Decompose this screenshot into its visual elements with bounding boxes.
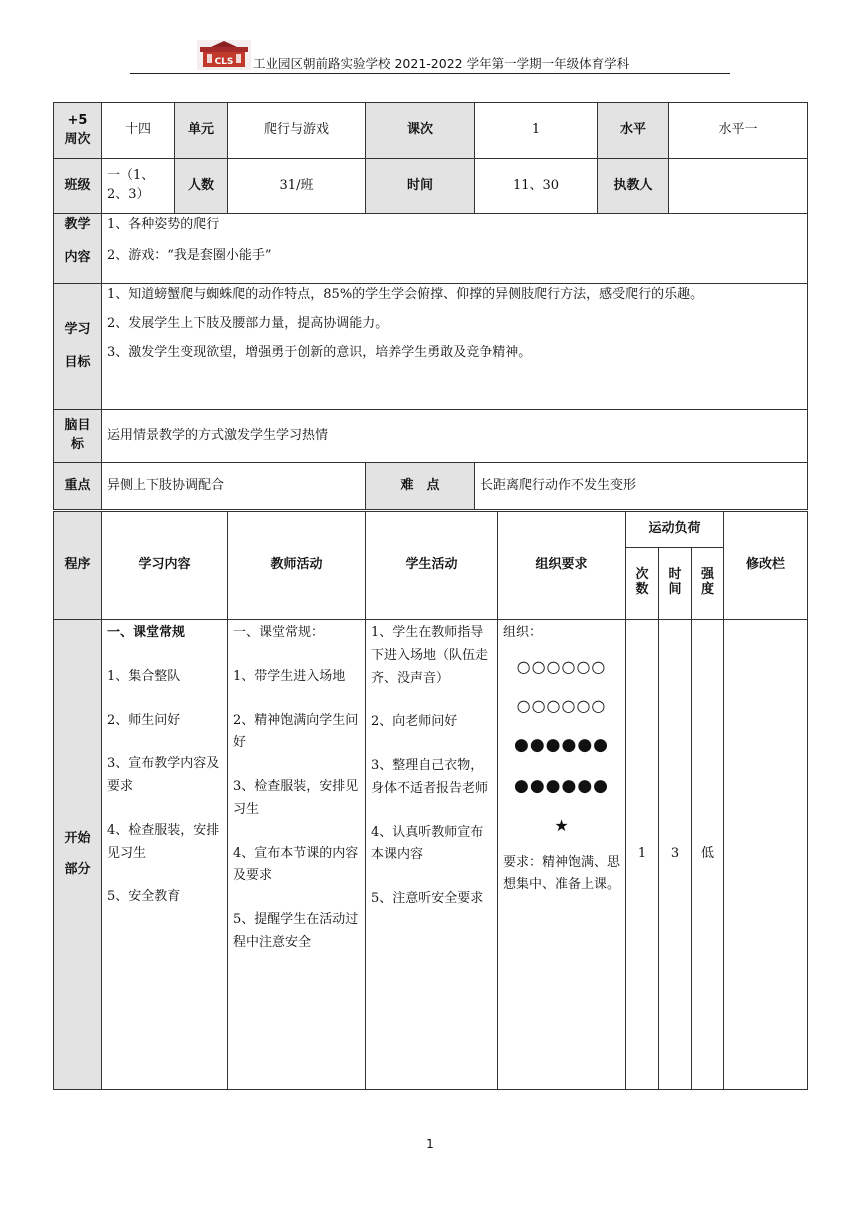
brain-body: 运用情景教学的方式激发学生学习热情 xyxy=(102,410,808,463)
goals-body xyxy=(102,284,808,410)
section-teacher xyxy=(228,620,366,1090)
student-step: 2、向老师问好 xyxy=(371,714,458,730)
lesson-label: 课次 xyxy=(366,103,475,159)
week-label: +5 周次 xyxy=(54,103,102,159)
col-revision: 修改栏 xyxy=(724,512,808,620)
student-step: 3、整理自己衣物，身体不适者报告老师 xyxy=(371,758,489,796)
time-label: 时间 xyxy=(366,159,475,214)
col-times: 次数 xyxy=(626,548,659,620)
teacher-step: 1、带学生进入场地 xyxy=(233,668,346,684)
teacher-step: 一、课堂常规： xyxy=(233,625,325,640)
count-value: 31/班 xyxy=(228,159,366,214)
content-item: 1、各种姿势的爬行 xyxy=(107,217,220,232)
revision-cell xyxy=(724,620,808,1090)
formation-row-hollow: ○○○○○○ xyxy=(516,656,607,676)
school-logo xyxy=(197,40,251,70)
lesson-value: 1 xyxy=(475,103,598,159)
goal-item: 1、知道螃蟹爬与蜘蛛爬的动作特点，85%的学生学会俯撑、仰撑的异侧肢爬行方法，感受爬行的乐趣。 xyxy=(107,287,704,302)
content-step: 4、检查服装，安排见习生 xyxy=(107,822,220,861)
level-value: 水平一 xyxy=(669,103,808,159)
student-step: 1、学生在教师指导下进入场地（队伍走齐、没声音） xyxy=(371,625,489,686)
load-times: 1 xyxy=(626,620,659,1090)
content-step: 1、集合整队 xyxy=(107,668,181,684)
difficulty-label: 难 点 xyxy=(366,463,475,510)
teacher-step: 2、精神饱满向学生问好 xyxy=(233,712,359,751)
difficulty-value: 长距离爬行动作不发生变形 xyxy=(475,463,808,510)
teacher-step: 5、提醒学生在活动过程中注意安全 xyxy=(233,912,359,950)
lesson-plan-table xyxy=(53,102,808,510)
procedure-table xyxy=(53,511,808,1090)
count-label: 人数 xyxy=(175,159,228,214)
goal-item: 3、激发学生变现欲望，增强勇于创新的意识，培养学生勇敢及竞争精神。 xyxy=(107,344,532,360)
col-content: 学习内容 xyxy=(102,512,228,620)
svg-text:CLS: CLS xyxy=(214,57,234,67)
goal-item: 2、发展学生上下肢及腰部力量，提高协调能力。 xyxy=(107,315,389,331)
level-label: 水平 xyxy=(598,103,669,159)
class-label: 班级 xyxy=(54,159,102,214)
content-label: 教学 内容 xyxy=(54,214,102,284)
page-header xyxy=(130,38,730,74)
page-number: 1 xyxy=(426,1137,434,1151)
header-title: 工业园区朝前路实验学校 2021-2022 学年第一学期一年级体育学科 xyxy=(253,56,630,71)
formation-row-solid: ●●●●●● xyxy=(513,775,609,796)
formation-row-hollow: ○○○○○○ xyxy=(516,695,607,715)
content-step: 2、师生问好 xyxy=(107,712,181,728)
section-organization xyxy=(498,620,626,1090)
col-duration: 时间 xyxy=(659,548,692,620)
teacher-step: 4、宣布本节课的内容及要求 xyxy=(233,845,359,884)
teacher-step: 3、检查服装，安排见习生 xyxy=(233,779,359,817)
load-duration: 3 xyxy=(659,620,692,1090)
col-organization: 组织要求 xyxy=(498,512,626,620)
header-divider xyxy=(130,73,730,74)
load-intensity: 低 xyxy=(692,620,724,1090)
col-load: 运动负荷 xyxy=(626,512,724,548)
col-student: 学生活动 xyxy=(366,512,498,620)
unit-value: 爬行与游戏 xyxy=(228,103,366,159)
section-content xyxy=(102,620,228,1090)
student-step: 5、注意听安全要求 xyxy=(371,891,484,906)
org-requirement: 要求：精神饱满、思想集中、准备上课。 xyxy=(503,854,621,893)
col-teacher: 教师活动 xyxy=(228,512,366,620)
teacher-label: 执教人 xyxy=(598,159,669,214)
goals-label: 学习 目标 xyxy=(54,284,102,410)
section-student xyxy=(366,620,498,1090)
org-label: 组织： xyxy=(503,625,543,640)
class-value: 一（1、2、3） xyxy=(102,159,175,214)
content-step: 3、宣布教学内容及要求 xyxy=(107,756,220,794)
week-value: 十四 xyxy=(102,103,175,159)
student-step: 4、认真听教师宣布本课内容 xyxy=(371,824,484,863)
col-intensity: 强度 xyxy=(692,548,724,620)
section-content-title: 一、课堂常规 xyxy=(107,625,186,640)
teacher-value xyxy=(669,159,808,214)
content-step: 5、安全教育 xyxy=(107,889,181,905)
brain-label: 脑目 标 xyxy=(54,410,102,463)
unit-label: 单元 xyxy=(175,103,228,159)
content-body xyxy=(102,214,808,284)
col-sequence: 程序 xyxy=(54,512,102,620)
key-point-label: 重点 xyxy=(54,463,102,510)
time-value: 11、30 xyxy=(475,159,598,214)
content-item: 2、游戏：“我是套圈小能手” xyxy=(107,247,272,263)
section-name: 开始 部分 xyxy=(54,620,102,1090)
teacher-star-icon: ★ xyxy=(554,816,569,836)
key-point-value: 异侧上下肢协调配合 xyxy=(102,463,366,510)
formation-row-solid: ●●●●●● xyxy=(513,735,609,756)
